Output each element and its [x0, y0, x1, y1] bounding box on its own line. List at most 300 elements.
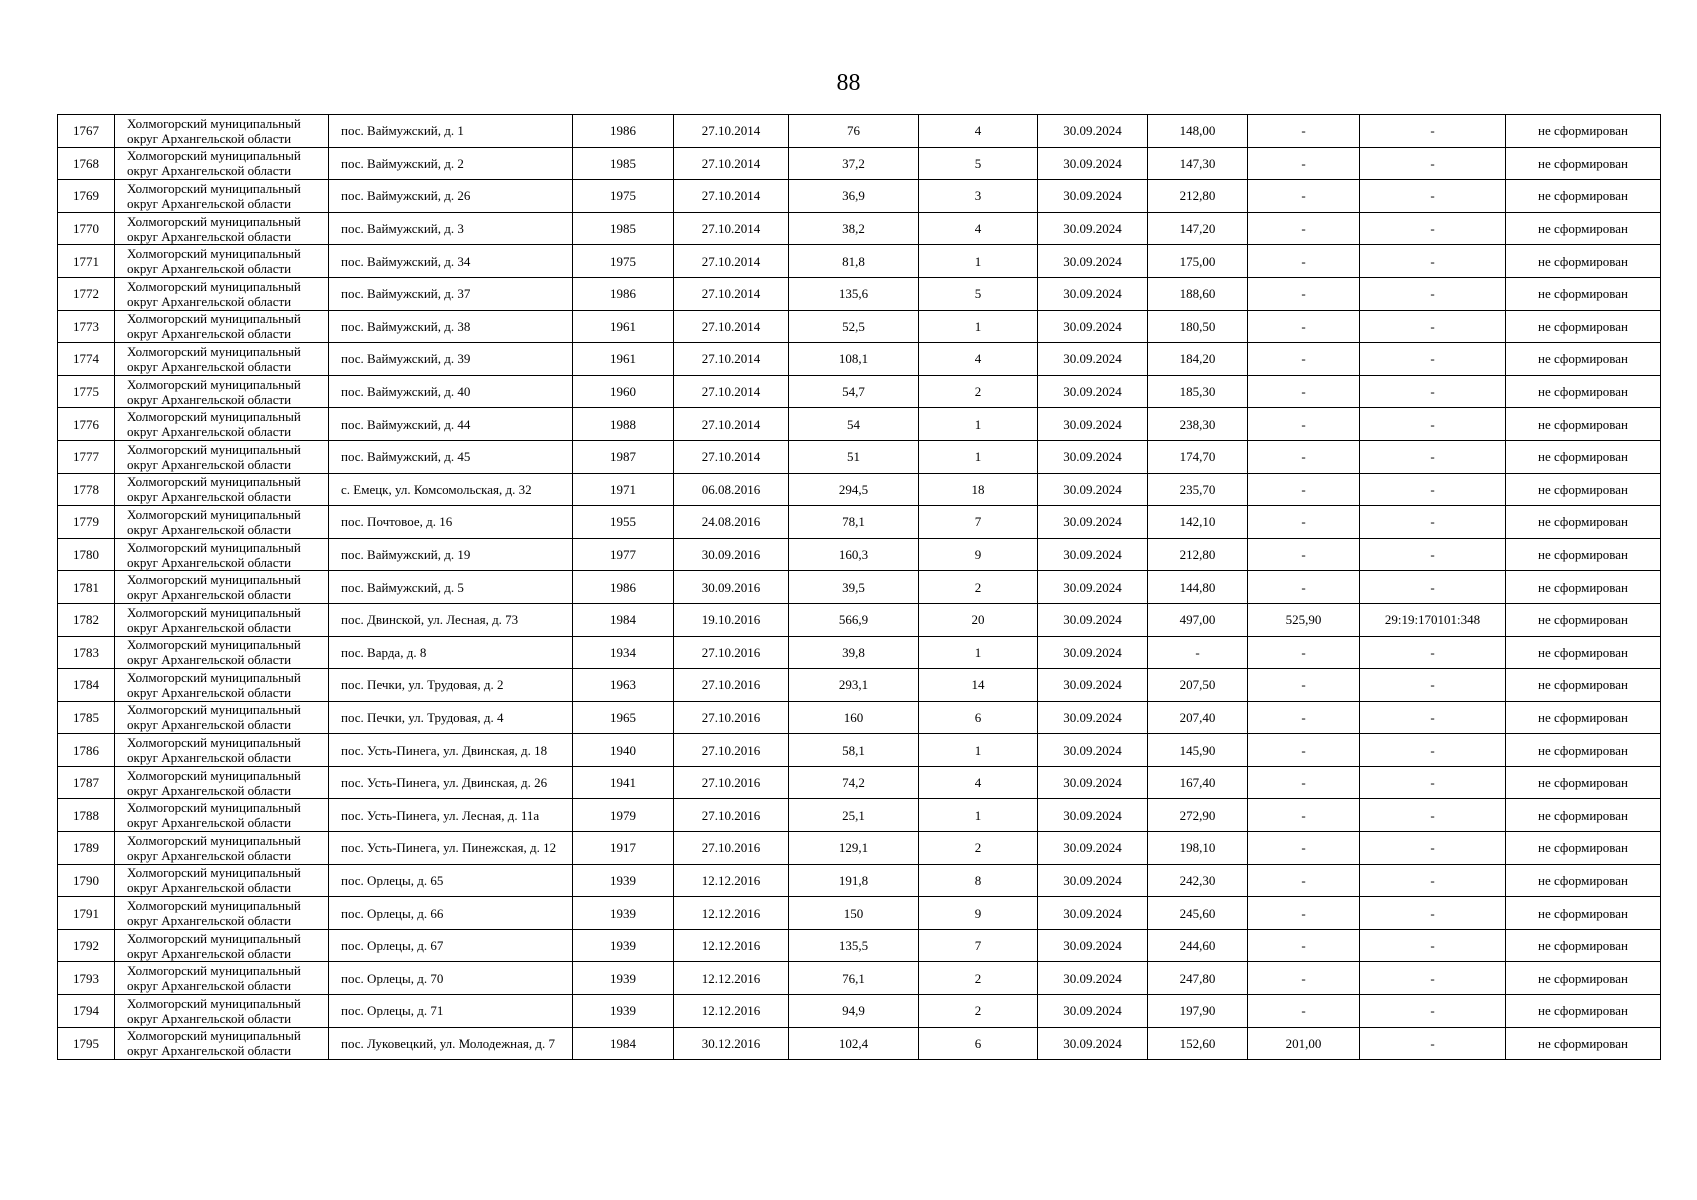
- deadline-cell: 30.09.2024: [1038, 440, 1148, 473]
- area-cell: 76: [789, 115, 919, 148]
- deadline-cell: 30.09.2024: [1038, 212, 1148, 245]
- status-cell: не сформирован: [1506, 995, 1661, 1028]
- date-cell: 27.10.2016: [674, 766, 789, 799]
- status-cell: не сформирован: [1506, 408, 1661, 441]
- area-cell: 94,9: [789, 995, 919, 1028]
- status-cell: не сформирован: [1506, 310, 1661, 343]
- cadastral-number-cell: 29:19:170101:348: [1360, 603, 1506, 636]
- address-cell: пос. Ваймужский, д. 38: [329, 310, 573, 343]
- rate2-cell: -: [1248, 962, 1360, 995]
- rate1-cell: 145,90: [1148, 734, 1248, 767]
- year-cell: 1963: [573, 669, 674, 702]
- rate2-cell: -: [1248, 343, 1360, 376]
- table-row: [58, 603, 1661, 636]
- address-cell: пос. Орлецы, д. 66: [329, 897, 573, 930]
- year-cell: 1939: [573, 995, 674, 1028]
- year-cell: 1988: [573, 408, 674, 441]
- rate2-cell: -: [1248, 212, 1360, 245]
- status-cell: не сформирован: [1506, 832, 1661, 865]
- status-cell: не сформирован: [1506, 245, 1661, 278]
- municipality-cell: Холмогорский муниципальный округ Архангельской области: [115, 212, 329, 245]
- rate2-cell: -: [1248, 440, 1360, 473]
- rate2-cell: -: [1248, 180, 1360, 213]
- residents-cell: 1: [919, 408, 1038, 441]
- municipality-cell: Холмогорский муниципальный округ Архангельской области: [115, 245, 329, 278]
- date-cell: 27.10.2014: [674, 375, 789, 408]
- address-cell: пос. Почтовое, д. 16: [329, 506, 573, 539]
- residents-cell: 4: [919, 212, 1038, 245]
- status-cell: не сформирован: [1506, 506, 1661, 539]
- table-body: [58, 115, 1661, 1060]
- rate2-cell: -: [1248, 277, 1360, 310]
- address-cell: пос. Варда, д. 8: [329, 636, 573, 669]
- table-row: [58, 929, 1661, 962]
- date-cell: 30.09.2016: [674, 571, 789, 604]
- row-number-cell: 1774: [58, 343, 115, 376]
- residents-cell: 7: [919, 929, 1038, 962]
- area-cell: 78,1: [789, 506, 919, 539]
- area-cell: 102,4: [789, 1027, 919, 1060]
- status-cell: не сформирован: [1506, 962, 1661, 995]
- date-cell: 27.10.2014: [674, 245, 789, 278]
- year-cell: 1965: [573, 701, 674, 734]
- year-cell: 1977: [573, 538, 674, 571]
- cadastral-number-cell: -: [1360, 669, 1506, 702]
- deadline-cell: 30.09.2024: [1038, 473, 1148, 506]
- status-cell: не сформирован: [1506, 669, 1661, 702]
- table-row: [58, 147, 1661, 180]
- row-number-cell: 1771: [58, 245, 115, 278]
- residents-cell: 2: [919, 832, 1038, 865]
- table-row: [58, 375, 1661, 408]
- residents-cell: 4: [919, 766, 1038, 799]
- rate2-cell: -: [1248, 473, 1360, 506]
- date-cell: 12.12.2016: [674, 929, 789, 962]
- deadline-cell: 30.09.2024: [1038, 669, 1148, 702]
- area-cell: 51: [789, 440, 919, 473]
- status-cell: не сформирован: [1506, 571, 1661, 604]
- rate1-cell: 212,80: [1148, 538, 1248, 571]
- area-cell: 294,5: [789, 473, 919, 506]
- address-cell: пос. Ваймужский, д. 44: [329, 408, 573, 441]
- municipality-cell: Холмогорский муниципальный округ Архангельской области: [115, 799, 329, 832]
- status-cell: не сформирован: [1506, 603, 1661, 636]
- date-cell: 24.08.2016: [674, 506, 789, 539]
- year-cell: 1960: [573, 375, 674, 408]
- municipality-cell: Холмогорский муниципальный округ Архангельской области: [115, 929, 329, 962]
- table-row: [58, 571, 1661, 604]
- address-cell: пос. Ваймужский, д. 39: [329, 343, 573, 376]
- table-row: [58, 701, 1661, 734]
- status-cell: не сформирован: [1506, 799, 1661, 832]
- municipality-cell: Холмогорский муниципальный округ Архангельской области: [115, 506, 329, 539]
- row-number-cell: 1778: [58, 473, 115, 506]
- residents-cell: 7: [919, 506, 1038, 539]
- year-cell: 1939: [573, 962, 674, 995]
- residents-cell: 2: [919, 995, 1038, 1028]
- row-number-cell: 1776: [58, 408, 115, 441]
- year-cell: 1985: [573, 212, 674, 245]
- residents-cell: 1: [919, 245, 1038, 278]
- address-cell: пос. Усть-Пинега, ул. Двинская, д. 26: [329, 766, 573, 799]
- municipality-cell: Холмогорский муниципальный округ Архангельской области: [115, 1027, 329, 1060]
- area-cell: 52,5: [789, 310, 919, 343]
- rate2-cell: -: [1248, 310, 1360, 343]
- address-cell: пос. Печки, ул. Трудовая, д. 4: [329, 701, 573, 734]
- row-number-cell: 1779: [58, 506, 115, 539]
- cadastral-number-cell: -: [1360, 310, 1506, 343]
- rate2-cell: -: [1248, 669, 1360, 702]
- table-row: [58, 506, 1661, 539]
- table-row: [58, 766, 1661, 799]
- area-cell: 108,1: [789, 343, 919, 376]
- deadline-cell: 30.09.2024: [1038, 310, 1148, 343]
- deadline-cell: 30.09.2024: [1038, 636, 1148, 669]
- rate2-cell: -: [1248, 734, 1360, 767]
- row-number-cell: 1783: [58, 636, 115, 669]
- deadline-cell: 30.09.2024: [1038, 115, 1148, 148]
- status-cell: не сформирован: [1506, 701, 1661, 734]
- year-cell: 1971: [573, 473, 674, 506]
- year-cell: 1984: [573, 603, 674, 636]
- rate1-cell: 238,30: [1148, 408, 1248, 441]
- status-cell: не сформирован: [1506, 115, 1661, 148]
- status-cell: не сформирован: [1506, 440, 1661, 473]
- area-cell: 135,6: [789, 277, 919, 310]
- deadline-cell: 30.09.2024: [1038, 375, 1148, 408]
- date-cell: 27.10.2016: [674, 669, 789, 702]
- rate1-cell: 244,60: [1148, 929, 1248, 962]
- year-cell: 1986: [573, 115, 674, 148]
- table-row: [58, 440, 1661, 473]
- cadastral-number-cell: -: [1360, 473, 1506, 506]
- rate2-cell: -: [1248, 245, 1360, 278]
- row-number-cell: 1775: [58, 375, 115, 408]
- row-number-cell: 1785: [58, 701, 115, 734]
- table-row: [58, 995, 1661, 1028]
- rate1-cell: 148,00: [1148, 115, 1248, 148]
- deadline-cell: 30.09.2024: [1038, 277, 1148, 310]
- cadastral-number-cell: -: [1360, 375, 1506, 408]
- row-number-cell: 1790: [58, 864, 115, 897]
- deadline-cell: 30.09.2024: [1038, 864, 1148, 897]
- residents-cell: 1: [919, 310, 1038, 343]
- area-cell: 25,1: [789, 799, 919, 832]
- deadline-cell: 30.09.2024: [1038, 734, 1148, 767]
- deadline-cell: 30.09.2024: [1038, 995, 1148, 1028]
- area-cell: 54,7: [789, 375, 919, 408]
- table-row: [58, 897, 1661, 930]
- area-cell: 39,8: [789, 636, 919, 669]
- rate2-cell: -: [1248, 538, 1360, 571]
- deadline-cell: 30.09.2024: [1038, 832, 1148, 865]
- row-number-cell: 1795: [58, 1027, 115, 1060]
- address-cell: пос. Орлецы, д. 70: [329, 962, 573, 995]
- status-cell: не сформирован: [1506, 864, 1661, 897]
- municipality-cell: Холмогорский муниципальный округ Архангельской области: [115, 603, 329, 636]
- rate1-cell: 242,30: [1148, 864, 1248, 897]
- year-cell: 1984: [573, 1027, 674, 1060]
- row-number-cell: 1792: [58, 929, 115, 962]
- date-cell: 12.12.2016: [674, 864, 789, 897]
- deadline-cell: 30.09.2024: [1038, 571, 1148, 604]
- rate1-cell: 152,60: [1148, 1027, 1248, 1060]
- cadastral-number-cell: -: [1360, 245, 1506, 278]
- table-row: [58, 636, 1661, 669]
- municipality-cell: Холмогорский муниципальный округ Архангельской области: [115, 962, 329, 995]
- date-cell: 30.09.2016: [674, 538, 789, 571]
- area-cell: 191,8: [789, 864, 919, 897]
- residents-cell: 18: [919, 473, 1038, 506]
- deadline-cell: 30.09.2024: [1038, 766, 1148, 799]
- year-cell: 1986: [573, 571, 674, 604]
- date-cell: 27.10.2016: [674, 734, 789, 767]
- area-cell: 36,9: [789, 180, 919, 213]
- cadastral-number-cell: -: [1360, 962, 1506, 995]
- address-cell: пос. Печки, ул. Трудовая, д. 2: [329, 669, 573, 702]
- rate2-cell: -: [1248, 375, 1360, 408]
- date-cell: 27.10.2016: [674, 799, 789, 832]
- municipality-cell: Холмогорский муниципальный округ Архангельской области: [115, 310, 329, 343]
- address-cell: пос. Орлецы, д. 67: [329, 929, 573, 962]
- cadastral-number-cell: -: [1360, 147, 1506, 180]
- residents-cell: 2: [919, 571, 1038, 604]
- date-cell: 12.12.2016: [674, 897, 789, 930]
- deadline-cell: 30.09.2024: [1038, 897, 1148, 930]
- year-cell: 1955: [573, 506, 674, 539]
- rate2-cell: -: [1248, 864, 1360, 897]
- address-cell: пос. Двинской, ул. Лесная, д. 73: [329, 603, 573, 636]
- area-cell: 160: [789, 701, 919, 734]
- deadline-cell: 30.09.2024: [1038, 343, 1148, 376]
- table-row: [58, 245, 1661, 278]
- status-cell: не сформирован: [1506, 929, 1661, 962]
- area-cell: 76,1: [789, 962, 919, 995]
- year-cell: 1986: [573, 277, 674, 310]
- table-row: [58, 669, 1661, 702]
- rate1-cell: 184,20: [1148, 343, 1248, 376]
- table-row: [58, 343, 1661, 376]
- date-cell: 27.10.2014: [674, 408, 789, 441]
- rate2-cell: 201,00: [1248, 1027, 1360, 1060]
- year-cell: 1975: [573, 245, 674, 278]
- cadastral-number-cell: -: [1360, 799, 1506, 832]
- residents-cell: 14: [919, 669, 1038, 702]
- municipality-cell: Холмогорский муниципальный округ Архангельской области: [115, 669, 329, 702]
- rate1-cell: 198,10: [1148, 832, 1248, 865]
- year-cell: 1939: [573, 897, 674, 930]
- municipality-cell: Холмогорский муниципальный округ Архангельской области: [115, 636, 329, 669]
- address-cell: пос. Усть-Пинега, ул. Пинежская, д. 12: [329, 832, 573, 865]
- residents-cell: 1: [919, 734, 1038, 767]
- cadastral-number-cell: -: [1360, 897, 1506, 930]
- year-cell: 1975: [573, 180, 674, 213]
- table-row: [58, 115, 1661, 148]
- year-cell: 1961: [573, 310, 674, 343]
- rate1-cell: 142,10: [1148, 506, 1248, 539]
- municipality-cell: Холмогорский муниципальный округ Архангельской области: [115, 538, 329, 571]
- date-cell: 27.10.2014: [674, 212, 789, 245]
- row-number-cell: 1789: [58, 832, 115, 865]
- area-cell: 54: [789, 408, 919, 441]
- status-cell: не сформирован: [1506, 1027, 1661, 1060]
- year-cell: 1979: [573, 799, 674, 832]
- area-cell: 135,5: [789, 929, 919, 962]
- row-number-cell: 1787: [58, 766, 115, 799]
- residents-cell: 8: [919, 864, 1038, 897]
- municipality-cell: Холмогорский муниципальный округ Архангельской области: [115, 701, 329, 734]
- deadline-cell: 30.09.2024: [1038, 408, 1148, 441]
- municipality-cell: Холмогорский муниципальный округ Архангельской области: [115, 734, 329, 767]
- row-number-cell: 1791: [58, 897, 115, 930]
- municipality-cell: Холмогорский муниципальный округ Архангельской области: [115, 897, 329, 930]
- municipality-cell: Холмогорский муниципальный округ Архангельской области: [115, 571, 329, 604]
- rate1-cell: 185,30: [1148, 375, 1248, 408]
- area-cell: 160,3: [789, 538, 919, 571]
- residents-cell: 4: [919, 343, 1038, 376]
- row-number-cell: 1768: [58, 147, 115, 180]
- address-cell: пос. Ваймужский, д. 40: [329, 375, 573, 408]
- address-cell: пос. Ваймужский, д. 1: [329, 115, 573, 148]
- residents-cell: 3: [919, 180, 1038, 213]
- area-cell: 293,1: [789, 669, 919, 702]
- row-number-cell: 1773: [58, 310, 115, 343]
- date-cell: 27.10.2014: [674, 180, 789, 213]
- municipality-cell: Холмогорский муниципальный округ Архангельской области: [115, 180, 329, 213]
- deadline-cell: 30.09.2024: [1038, 929, 1148, 962]
- residents-cell: 9: [919, 897, 1038, 930]
- date-cell: 27.10.2016: [674, 636, 789, 669]
- status-cell: не сформирован: [1506, 636, 1661, 669]
- rate1-cell: 272,90: [1148, 799, 1248, 832]
- date-cell: 12.12.2016: [674, 962, 789, 995]
- cadastral-number-cell: -: [1360, 212, 1506, 245]
- row-number-cell: 1793: [58, 962, 115, 995]
- cadastral-number-cell: -: [1360, 115, 1506, 148]
- rate1-cell: 180,50: [1148, 310, 1248, 343]
- date-cell: 27.10.2014: [674, 310, 789, 343]
- status-cell: не сформирован: [1506, 897, 1661, 930]
- table-row: [58, 1027, 1661, 1060]
- residents-cell: 2: [919, 962, 1038, 995]
- cadastral-number-cell: -: [1360, 1027, 1506, 1060]
- table-row: [58, 310, 1661, 343]
- rate2-cell: -: [1248, 115, 1360, 148]
- table-row: [58, 832, 1661, 865]
- municipality-cell: Холмогорский муниципальный округ Архангельской области: [115, 277, 329, 310]
- residents-cell: 5: [919, 147, 1038, 180]
- table-row: [58, 864, 1661, 897]
- rate1-cell: 212,80: [1148, 180, 1248, 213]
- address-cell: пос. Усть-Пинега, ул. Лесная, д. 11а: [329, 799, 573, 832]
- table-row: [58, 962, 1661, 995]
- deadline-cell: 30.09.2024: [1038, 603, 1148, 636]
- date-cell: 27.10.2014: [674, 277, 789, 310]
- deadline-cell: 30.09.2024: [1038, 245, 1148, 278]
- municipality-cell: Холмогорский муниципальный округ Архангельской области: [115, 115, 329, 148]
- residents-cell: 1: [919, 799, 1038, 832]
- row-number-cell: 1770: [58, 212, 115, 245]
- address-cell: пос. Орлецы, д. 65: [329, 864, 573, 897]
- address-cell: пос. Ваймужский, д. 19: [329, 538, 573, 571]
- municipality-cell: Холмогорский муниципальный округ Архангельской области: [115, 440, 329, 473]
- rate2-cell: -: [1248, 571, 1360, 604]
- table-row: [58, 180, 1661, 213]
- rate1-cell: 147,30: [1148, 147, 1248, 180]
- municipality-cell: Холмогорский муниципальный округ Архангельской области: [115, 766, 329, 799]
- address-cell: пос. Ваймужский, д. 34: [329, 245, 573, 278]
- cadastral-number-cell: -: [1360, 734, 1506, 767]
- page-number: 88: [836, 70, 861, 96]
- municipality-cell: Холмогорский муниципальный округ Архангельской области: [115, 343, 329, 376]
- date-cell: 30.12.2016: [674, 1027, 789, 1060]
- cadastral-number-cell: -: [1360, 636, 1506, 669]
- registry-table: [57, 114, 1661, 1060]
- year-cell: 1941: [573, 766, 674, 799]
- status-cell: не сформирован: [1506, 212, 1661, 245]
- status-cell: не сформирован: [1506, 538, 1661, 571]
- municipality-cell: Холмогорский муниципальный округ Архангельской области: [115, 864, 329, 897]
- cadastral-number-cell: -: [1360, 277, 1506, 310]
- status-cell: не сформирован: [1506, 147, 1661, 180]
- cadastral-number-cell: -: [1360, 701, 1506, 734]
- municipality-cell: Холмогорский муниципальный округ Архангельской области: [115, 147, 329, 180]
- year-cell: 1934: [573, 636, 674, 669]
- deadline-cell: 30.09.2024: [1038, 962, 1148, 995]
- address-cell: пос. Ваймужский, д. 37: [329, 277, 573, 310]
- status-cell: не сформирован: [1506, 473, 1661, 506]
- table-row: [58, 277, 1661, 310]
- rate1-cell: 497,00: [1148, 603, 1248, 636]
- address-cell: пос. Ваймужский, д. 3: [329, 212, 573, 245]
- area-cell: 74,2: [789, 766, 919, 799]
- year-cell: 1985: [573, 147, 674, 180]
- cadastral-number-cell: -: [1360, 180, 1506, 213]
- deadline-cell: 30.09.2024: [1038, 538, 1148, 571]
- address-cell: пос. Усть-Пинега, ул. Двинская, д. 18: [329, 734, 573, 767]
- deadline-cell: 30.09.2024: [1038, 147, 1148, 180]
- table-row: [58, 473, 1661, 506]
- residents-cell: 2: [919, 375, 1038, 408]
- municipality-cell: Холмогорский муниципальный округ Архангельской области: [115, 375, 329, 408]
- row-number-cell: 1777: [58, 440, 115, 473]
- table-row: [58, 799, 1661, 832]
- table-row: [58, 408, 1661, 441]
- rate2-cell: -: [1248, 897, 1360, 930]
- row-number-cell: 1781: [58, 571, 115, 604]
- area-cell: 129,1: [789, 832, 919, 865]
- rate1-cell: 245,60: [1148, 897, 1248, 930]
- year-cell: 1939: [573, 929, 674, 962]
- row-number-cell: 1786: [58, 734, 115, 767]
- cadastral-number-cell: -: [1360, 995, 1506, 1028]
- rate1-cell: 197,90: [1148, 995, 1248, 1028]
- cadastral-number-cell: -: [1360, 506, 1506, 539]
- rate1-cell: -: [1148, 636, 1248, 669]
- residents-cell: 1: [919, 440, 1038, 473]
- rate2-cell: -: [1248, 929, 1360, 962]
- deadline-cell: 30.09.2024: [1038, 506, 1148, 539]
- row-number-cell: 1772: [58, 277, 115, 310]
- cadastral-number-cell: -: [1360, 864, 1506, 897]
- status-cell: не сформирован: [1506, 343, 1661, 376]
- row-number-cell: 1784: [58, 669, 115, 702]
- cadastral-number-cell: -: [1360, 343, 1506, 376]
- area-cell: 37,2: [789, 147, 919, 180]
- row-number-cell: 1788: [58, 799, 115, 832]
- rate1-cell: 175,00: [1148, 245, 1248, 278]
- row-number-cell: 1782: [58, 603, 115, 636]
